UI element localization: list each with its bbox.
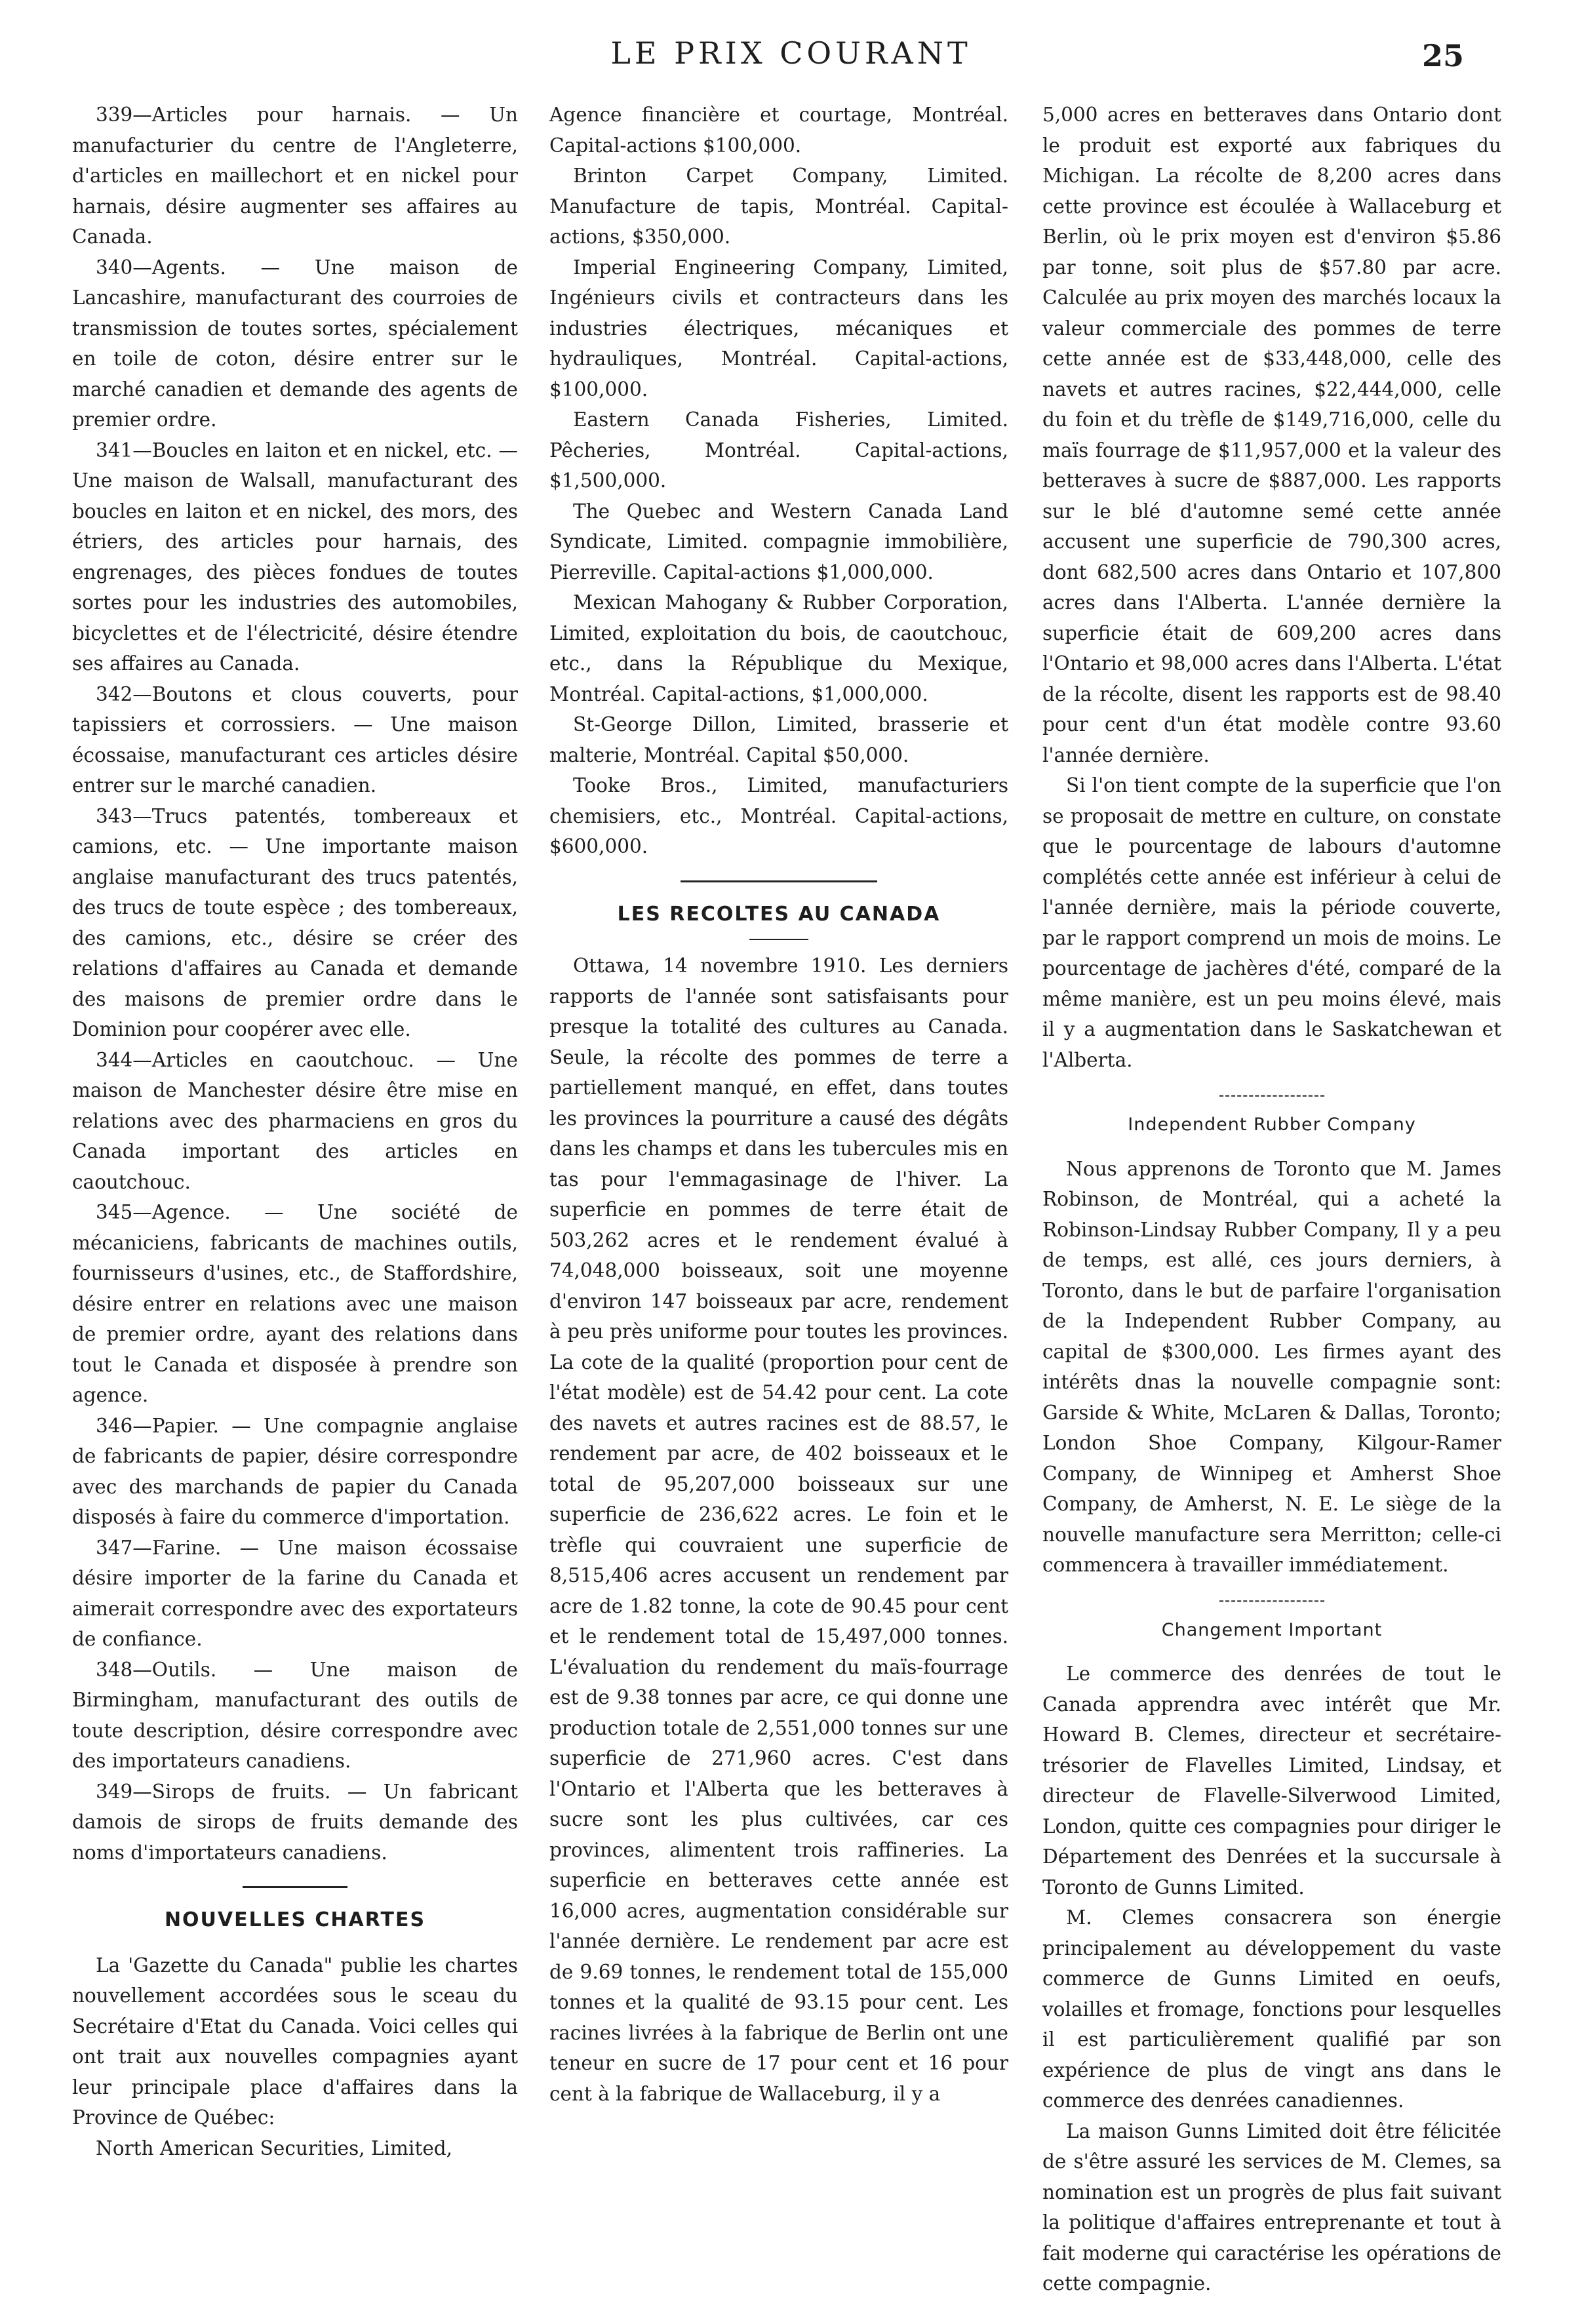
section-divider [1219, 1600, 1324, 1602]
notice-344: 344—Articles en caoutchouc. — Une maison de Manchester désire être mise en relations avec des pharmaciens en gros du Canada important des articles en caoutchouc. [72, 1048, 518, 1193]
charte-entry: Tooke Bros., Limited, manufacturiers chemisiers, etc., Montréal. Capital-actions, $600,000. [549, 774, 1008, 857]
notice-348: 348—Outils. — Une maison de Birmingham, manufacturant des outils de toute description, désire correspondre avec des importateurs canadiens. [72, 1658, 518, 1772]
heading-recoltes: LES RECOLTES AU CANADA [617, 902, 941, 926]
notice-342: 342—Boutons et clous couverts, pour tapissiers et corrossiers. — Une maison écossaise, manufacturant ces articles désire entrer sur le marché canadien. [72, 682, 518, 797]
column-right [1042, 100, 1501, 2299]
changement-paragraph: Le commerce des denrées de tout le Canada apprendra avec intérêt que Mr. Howard B. Clemes, directeur et secrétaire-trésorier de Flavelles Limited, Lindsay, et directeur de Flavelle-Silverwood Limited, London, quitte ces compagnies pour diriger le Département des Denrées et la succursale à Toronto de Gunns Limited. [1042, 1663, 1501, 1899]
notice-341: 341—Boucles en laiton et en nickel, etc. — Une maison de Walsall, manufacturant des boucles en laiton et en nickel, des mors, des étriers, des articles pour harnais, des engrenages, des pièces fondues de toutes sortes pour les industries des automobiles, bicyclettes et de l'électricité, désire étendre ses affaires au Canada. [72, 439, 518, 675]
section-divider [681, 880, 877, 882]
notice-339: 339—Articles pour harnais. — Un manufacturier du centre de l'Angleterre, d'articles en maillechort et en nickel pour harnais, désire augmenter ses affaires au Canada. [72, 104, 518, 248]
heading-changement: Changement Important [1161, 1619, 1383, 1640]
charte-entry: Eastern Canada Fisheries, Limited. Pêcheries, Montréal. Capital-actions, $1,500,000. [549, 408, 1008, 492]
heading-underline [749, 939, 808, 940]
heading-nouvelles-chartes: NOUVELLES CHARTES [164, 1908, 426, 1931]
recoltes-continued: 5,000 acres en betteraves dans Ontario dont le produit est exporté aux fabriques du Michigan. La récolte de 8,200 acres dans cette province est écoulée à Wallaceburg et Berlin, où le prix moyen est d'environ $5.86 par tonne, soit plus de $57.80 par acre. Calculée au prix moyen des marchés locaux la valeur commerciale des pommes de terre cette année est de $33,448,000, celle des navets et autres racines, $22,444,000, celle du foin et du trèfle de $149,716,000, celle du maïs fourrage de $11,957,000 et la valeur des betteraves à sucre de $887,000. Les rapports sur le blé d'automne semé cette année accusent une superficie de 790,300 acres, dont 682,500 acres dans Ontario et 107,800 acres dans l'Alberta. L'année dernière la superficie était de 609,200 acres dans l'Ontario et 98,000 acres dans l'Alberta. L'état de la récolte, disent les rapports est de 98.40 pour cent d'un état modèle contre 93.60 l'année dernière. [1042, 104, 1501, 766]
column-middle [549, 100, 1008, 2109]
notice-349: 349—Sirops de fruits. — Un fabricant damois de sirops de fruits demande des noms d'importateurs canadiens. [72, 1780, 518, 1864]
charte-entry: Brinton Carpet Company, Limited. Manufacture de tapis, Montréal. Capital-actions, $350,000. [549, 165, 1008, 248]
section-divider [1219, 1095, 1324, 1097]
charte-entry: The Quebec and Western Canada Land Syndicate, Limited. compagnie immobilière, Pierreville. Capital-actions $1,000,000. [549, 500, 1008, 583]
notice-343: 343—Trucs patentés, tombereaux et camions, etc. — Une importante maison anglaise manufacturant des trucs patentés, des trucs de toute espèce ; des tombereaux, des camions, etc., désire se créer des relations d'affaires au Canada et demande des maisons de premier ordre dans le Dominion pour coopérer avec elle. [72, 804, 518, 1040]
charte-entry: St-George Dillon, Limited, brasserie et malterie, Montréal. Capital $50,000. [549, 713, 1008, 766]
chartes-first-entry: North American Securities, Limited, [96, 2137, 453, 2159]
charte-entry: Mexican Mahogany & Rubber Corporation, Limited, exploitation du bois, de caoutchouc, etc., dans la République du Mexique, Montréal. Capital-actions, $1,000,000. [549, 591, 1008, 705]
charte-entry: Agence financière et courtage, Montréal. Capital-actions $100,000. [549, 104, 1008, 157]
charte-entry: Imperial Engineering Company, Limited, Ingénieurs civils et contracteurs dans les industries électriques, mécaniques et hydrauliques, Montréal. Capital-actions, $100,000. [549, 256, 1008, 401]
page-number: 25 [1421, 38, 1464, 73]
recoltes-article: Ottawa, 14 novembre 1910. Les derniers rapports de l'année sont satisfaisants pour presque la totalité des cultures au Canada. Seule, la récolte des pommes de terre a partiellement manqué, en effet, dans toutes les provinces la pourriture a causé des dégâts dans les champs et dans les tubercules mis en tas pour l'emmagasinage de l'hiver. La superficie en pommes de terre était de 503,262 acres et le rendement évalué à 74,048,000 boisseaux, soit une moyenne d'environ 147 boisseaux par acre, rendement à peu près uniforme pour toutes les provinces. La cote de la qualité (proportion pour cent de l'état modèle) est de 54.42 pour cent. La cote des navets et autres racines est de 88.57, le rendement par acre, de 402 boisseaux et le total de 95,207,000 boisseaux sur une superficie de 236,622 acres. Le foin et le trèfle qui couvraient une superficie de 8,515,406 acres accusent un rendement par acre de 1.82 tonne, la cote de 90.45 pour cent et le rendement total de 15,497,000 tonnes. L'évaluation du rendement du maïs-fourrage est de 9.38 tonnes par acre, ce qui donne une production totale de 2,551,000 tonnes sur une superficie de 271,960 acres. C'est dans l'Ontario et l'Alberta que les betteraves à sucre sont les plus cultivées, car ces provinces, alimentent trois raffineries. La superficie en betteraves cette année est 16,000 acres, augmentation considérable sur l'année dernière. Le rendement par acre est de 9.69 tonnes, le rendement total de 155,000 tonnes et la qualité de 93.15 pour cent. Les racines livrées à la fabrique de Berlin ont une teneur en sucre de 17 pour cent et 16 pour cent à la fabrique de Wallaceburg, il y a [549, 955, 1008, 2105]
notice-347: 347—Farine. — Une maison écossaise désire importer de la farine du Canada et aimerait correspondre avec des exportateurs de confiance. [72, 1536, 518, 1650]
recoltes-conclusion: Si l'on tient compte de la superficie que l'on se proposait de mettre en culture, on constate que le pourcentage de labours d'automne complétés cette année est inférieur à celui de l'année dernière, mais la période couverte, par le rapport comprend un mois de moins. Le pourcentage de jachères d'été, comparé de la même manière, est un peu moins élevé, mais il y a augmentation dans le Saskatchewan et l'Alberta. [1042, 774, 1501, 1071]
changement-paragraph: La maison Gunns Limited doit être félicitée de s'être assuré les services de M. Clemes, sa nomination est un progrès de plus fait suivant la politique d'affaires entreprenante et tout à fait moderne qui caractérise les opérations de cette compagnie. [1042, 2119, 1501, 2294]
section-divider [243, 1886, 347, 1888]
heading-independent-rubber: Independent Rubber Company [1128, 1114, 1416, 1135]
notice-346: 346—Papier. — Une compagnie anglaise de fabricants de papier, désire correspondre avec des marchands de papier du Canada disposés à faire du commerce d'importation. [72, 1414, 518, 1528]
independent-rubber-article: Nous apprenons de Toronto que M. James Robinson, de Montréal, qui a acheté la Robinson-Lindsay Rubber Company, Il y a peu de temps, est allé, ces jours derniers, à Toronto, dans le but de parfaire l'organisation de la Independent Rubber Company, au capital de $300,000. Les firmes ayant des intérêts dnas la nouvelle compagnie sont: Garside & White, McLaren & Dallas, Toronto; London Shoe Company, Kilgour-Ramer Company, de Winnipeg et Amherst Shoe Company, de Amherst, N. E. Le siège de la nouvelle manufacture sera Merritton; celle-ci commencera à travailler immédiatement. [1042, 1157, 1501, 1576]
chartes-intro: La 'Gazette du Canada" publie les chartes nouvellement accordées sous le sceau du Secrétaire d'Etat du Canada. Voici celles qui ont trait aux nouvelles compagnies ayant leur principale place d'affaires dans la Province de Québec: [72, 1954, 518, 2129]
publication-title: LE PRIX COURANT [610, 35, 972, 71]
column-left [72, 100, 518, 2163]
page-header [0, 31, 1582, 77]
changement-paragraph: M. Clemes consacrera son énergie principalement au développement du vaste commerce de Gunns Limited en oeufs, volailles et fromage, fonctions pour lesquelles il est particulièrement qualifié par son expérience de plus de vingt ans dans le commerce des denrées canadiennes. [1042, 1906, 1501, 2112]
notice-345: 345—Agence. — Une société de mécaniciens, fabricants de machines outils, fournisseurs d'usines, etc., de Staffordshire, désire entrer en relations avec une maison de premier ordre, ayant des relations dans tout le Canada et disposée à prendre son agence. [72, 1201, 518, 1406]
notice-340: 340—Agents. — Une maison de Lancashire, manufacturant des courroies de transmission de toutes sortes, spécialement en toile de coton, désire entrer sur le marché canadien et demande des agents de premier ordre. [72, 256, 518, 431]
